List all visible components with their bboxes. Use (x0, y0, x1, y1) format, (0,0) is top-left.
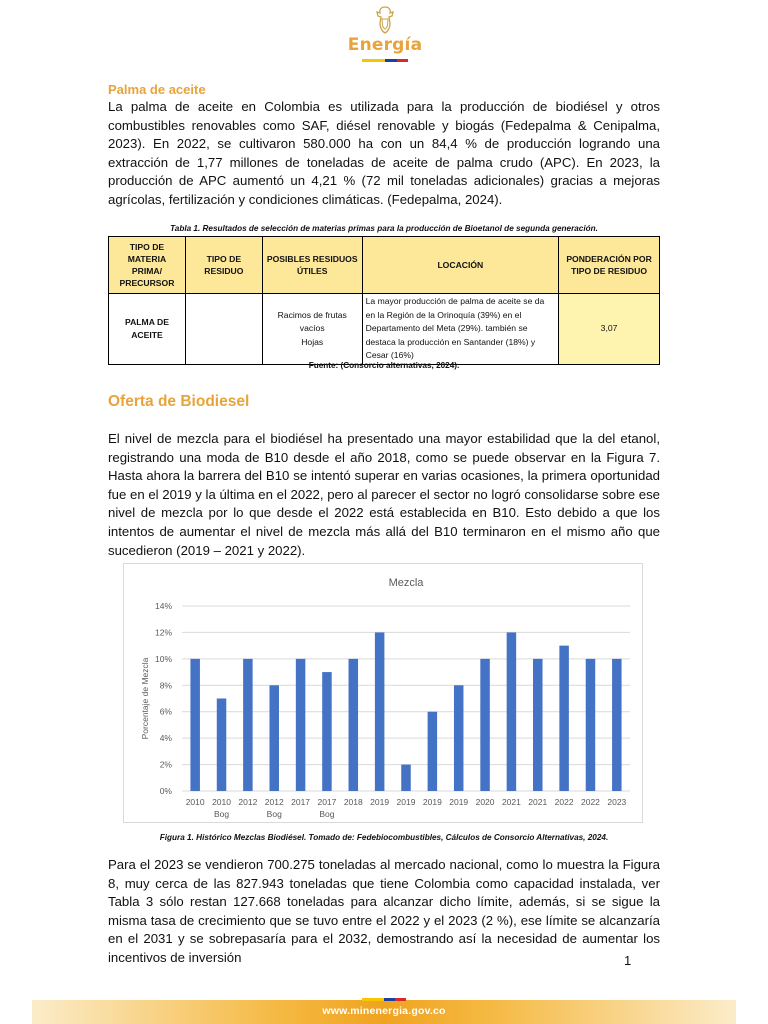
chart-mezcla (123, 563, 643, 823)
residuo-item: Hojas (301, 336, 324, 347)
x-tick-label: 2012 (238, 797, 258, 807)
table-header-cell: LOCACIÓN (362, 237, 558, 294)
y-tick-label: 14% (154, 601, 172, 611)
cell-materia: PALMA DE ACEITE (109, 294, 186, 365)
residuo-item: Racimos de frutas vacíos (277, 309, 347, 334)
x-tick-label: 2019 (449, 797, 469, 807)
footer-url[interactable]: www.minenergia.gov.co (322, 1005, 446, 1017)
bar (401, 765, 411, 791)
cell-tipo-residuo (185, 294, 262, 365)
y-tick-label: 8% (159, 680, 172, 691)
y-tick-label: 4% (159, 733, 172, 744)
y-tick-label: 12% (154, 627, 172, 638)
bar (507, 632, 516, 791)
bar (190, 659, 200, 791)
cell-ponderacion: 3,07 (559, 294, 660, 365)
y-tick-label: 6% (159, 706, 172, 717)
bar (269, 685, 279, 791)
y-tick-label: 10% (154, 653, 172, 664)
materias-primas-table (108, 236, 660, 365)
x-tick-label: 2021 (528, 797, 548, 807)
y-axis-label: Porcentaje de Mezcla (140, 657, 150, 740)
cell-residuos-utiles (262, 294, 362, 365)
bar (217, 699, 227, 792)
bar (375, 632, 385, 791)
table-header-cell: POSIBLES RESIDUOS ÚTILES (262, 237, 362, 294)
bar (296, 659, 306, 791)
header-logo (340, 5, 430, 62)
bar (243, 659, 253, 791)
paragraph-palma: La palma de aceite en Colombia es utilizada para la producción de biodiésel y otros combustibles renovables como SAF, diésel renovable y biogás (Fedepalma & Cenipalma, 2023). En 2022, se cultivaron 580.000 ha con un 84,4 % de producción logrando una extracción de 1,77 millones de toneladas de aceite de palma crudo (APC). En 2023, la producción de APC aumentó un 4,21 % (72 mil toneladas adicionales) gracias a mejoras agrícolas, fertilización y condiciones climáticas. (Fedepalma, 2024). (108, 99, 660, 207)
bar (480, 659, 490, 791)
x-tick-label: 2010 (185, 797, 205, 807)
bar (533, 659, 543, 791)
paragraph-oferta: El nivel de mezcla para el biodiésel ha presentado una mayor estabilidad que la del etanol, registrando una moda de B10 desde el año 2018, como se puede observar en la Figura 7. Hasta ahora la barrera del B10 se intentó superar en varias ocasiones, la primera oportunidad fue en el 2019 y la última en el 2022, pero al parecer el sector no logró consolidarse sobre ese nivel de mezcla por lo que desde el 2022 está establecida en B10. Esto debido a que los intentos de aumentar el nivel de mezcla más allá del B10 terminaron en el mismo año que sucedieron (2019 – 2021 y 2022). (108, 431, 661, 558)
table-row (109, 294, 660, 365)
y-tick-label: 0% (159, 786, 172, 796)
x-tick-label: 2019 (370, 797, 390, 807)
bar (349, 659, 359, 791)
x-tick-label: 2021 (501, 797, 521, 807)
y-tick-label: 2% (159, 759, 172, 770)
chart-title: Mezcla (388, 577, 424, 589)
page-number: 1 (624, 953, 632, 968)
x-tick-label: 2010 (212, 797, 231, 807)
bar (586, 659, 596, 791)
x-tick-label: 2023 (607, 797, 627, 807)
x-tick-sublabel: Bog (213, 809, 230, 819)
x-tick-label: 2022 (581, 797, 600, 807)
paragraph-ventas: Para el 2023 se vendieron 700.275 toneladas al mercado nacional, como lo muestra la Figura 8, muy cerca de las 827.943 toneladas que tiene Colombia como capacidad instalada, ver Tabla 3 sólo restan 127.668 toneladas para alcanzar dicho límite, además, si se sigue la misma tasa de crecimiento que se tuvo entre el 2022 y el 2023 (2 %), ese límite se alcanzaría en el 2031 y se sobrepasaría para el 2032, demostrando así la necesidad de aumentar los incentivos de inversión (108, 857, 660, 965)
footer-flag-stripe (362, 998, 406, 1001)
table-source: Fuente: (Consorcio alternativas, 2024). (308, 361, 460, 370)
table-header-cell: TIPO DE MATERIA PRIMA/ PRECURSOR (109, 237, 186, 294)
table-header-cell: TIPO DE RESIDUO (185, 237, 262, 294)
chart-svg (124, 564, 642, 822)
x-tick-label: 2012 (264, 797, 284, 807)
bar (428, 712, 438, 791)
x-tick-label: 2019 (396, 797, 416, 807)
x-tick-sublabel: Bog (319, 809, 335, 819)
table-caption: Tabla 1. Resultados de selección de materias primas para la producción de Bioetanol de segunda generación. (170, 224, 598, 233)
section-heading-oferta: Oferta de Biodiesel (108, 393, 250, 410)
x-tick-label: 2017 (317, 797, 337, 807)
x-tick-sublabel: Bog (266, 809, 282, 819)
brand-name: Energía (347, 35, 423, 55)
x-tick-label: 2019 (422, 797, 442, 807)
x-tick-label: 2017 (291, 797, 311, 807)
table-header-cell: PONDERACIÓN POR TIPO DE RESIDUO (559, 237, 660, 294)
figure-caption: Figura 1. Histórico Mezclas Biodiésel. Tomado de: Fedebiocombustibles, Cálculos de Consorcio Alternativas, 2024. (159, 833, 609, 842)
bar (454, 685, 464, 791)
section-heading-palma: Palma de aceite (108, 82, 206, 97)
x-tick-label: 2018 (343, 797, 363, 807)
bar (559, 646, 569, 791)
footer (32, 998, 736, 1024)
x-tick-label: 2022 (554, 797, 574, 807)
cell-locacion: La mayor producción de palma de aceite se da en la Región de la Orinoquía (39%) en el Departamento del Meta (29%). también se destaca la producción en Santander (18%) y Cesar (16%) (362, 294, 558, 365)
bar (322, 672, 332, 791)
coat-of-arms-icon (372, 5, 398, 35)
bar (612, 659, 622, 791)
x-tick-label: 2020 (475, 797, 495, 807)
flag-stripe (362, 59, 408, 62)
table-header-row (109, 237, 660, 294)
